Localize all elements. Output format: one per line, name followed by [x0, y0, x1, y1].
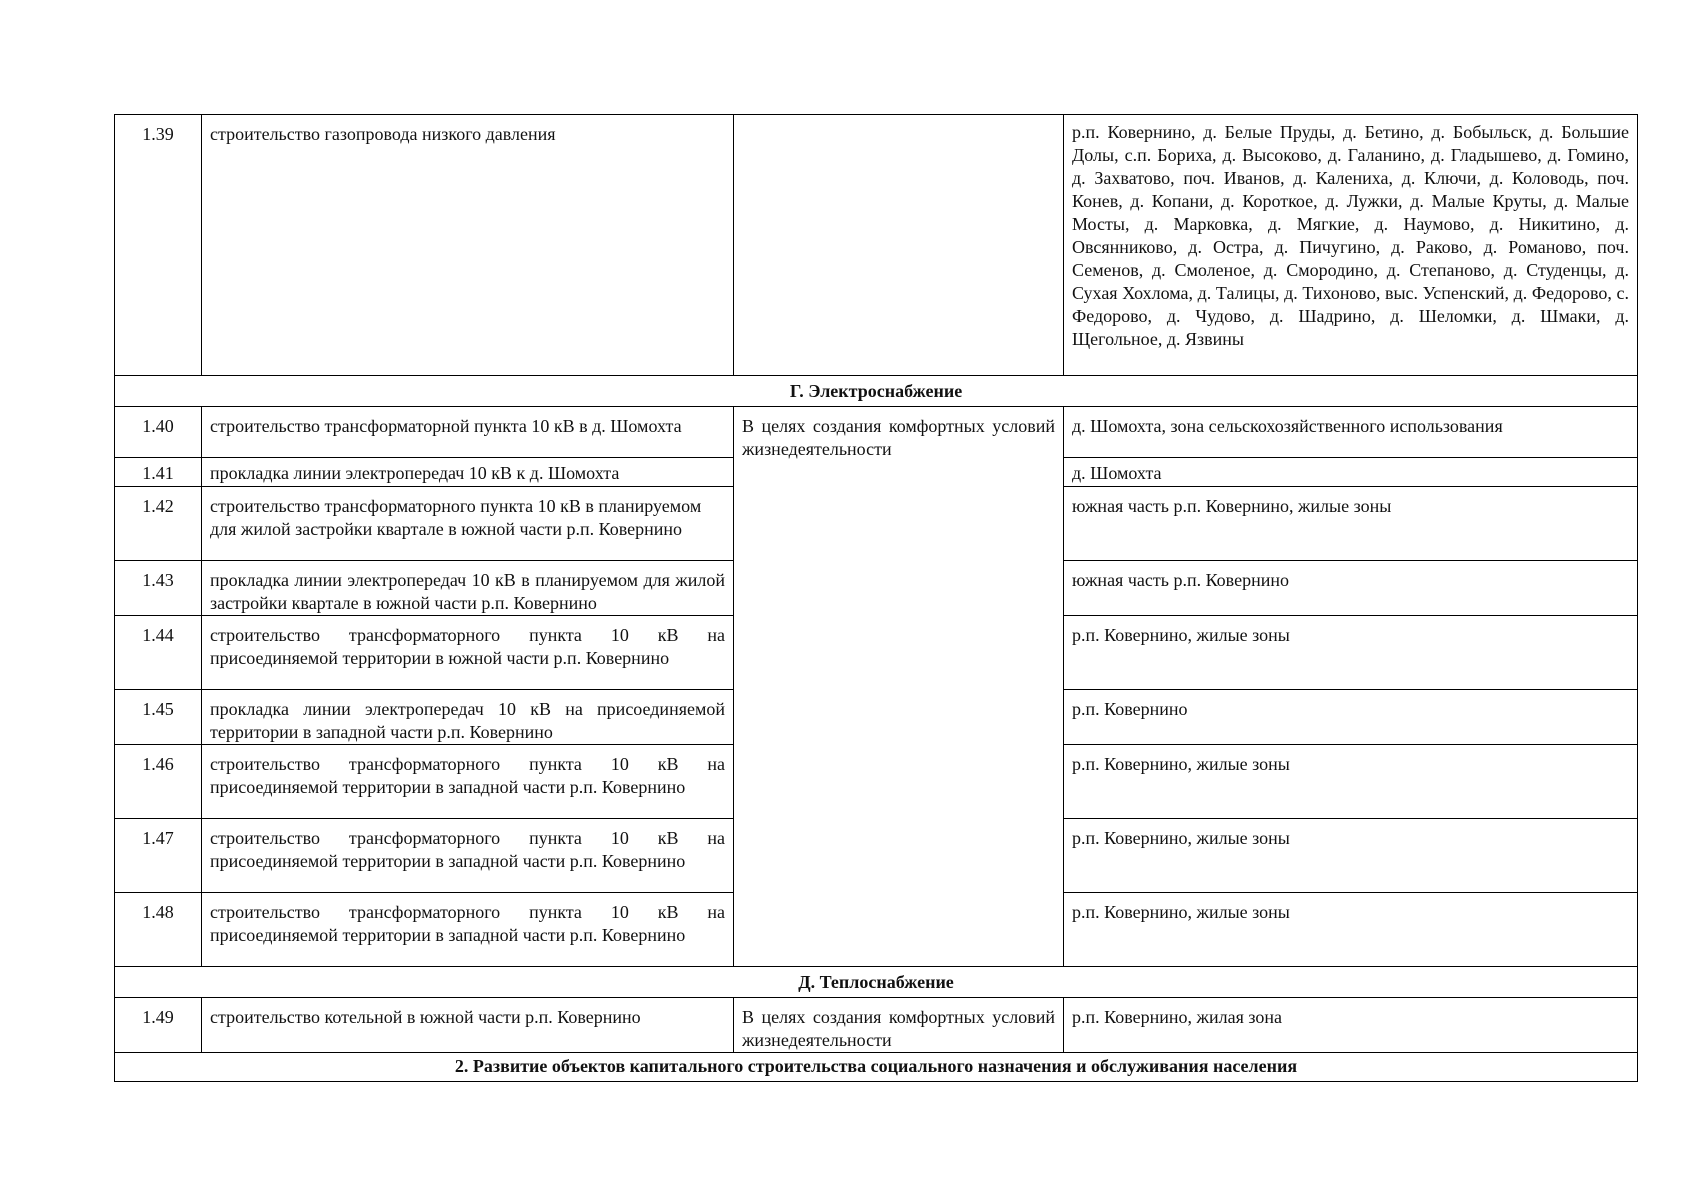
section-header-row [115, 967, 1638, 998]
row-location: р.п. Ковернино, жилые зоны [1064, 616, 1638, 690]
row-number: 1.42 [115, 487, 202, 561]
row-location: р.п. Ковернино, жилые зоны [1064, 745, 1638, 819]
row-number: 1.40 [115, 407, 202, 458]
row-location: д. Шомохта, зона сельскохозяйственного использования [1064, 407, 1638, 458]
row-purpose [734, 115, 1064, 376]
row-number: 1.43 [115, 561, 202, 616]
row-description: строительство трансформаторного пункта 10 кВ на присоединяемой территории в южной части р.п. Ковернино [202, 616, 734, 690]
row-description: строительство трансформаторной пункта 10 кВ в д. Шомохта [202, 407, 734, 458]
document-page [114, 114, 1637, 1082]
row-number: 1.39 [115, 115, 202, 376]
row-description: строительство газопровода низкого давления [202, 115, 734, 376]
row-number: 1.41 [115, 458, 202, 487]
row-description: строительство котельной в южной части р.п. Ковернино [202, 998, 734, 1053]
planning-table [114, 114, 1638, 1082]
table-row [115, 115, 1638, 376]
row-description: прокладка линии электропередач 10 кВ в планируемом для жилой застройки квартале в южной части р.п. Ковернино [202, 561, 734, 616]
row-location: р.п. Ковернино, жилая зона [1064, 998, 1638, 1053]
row-location: д. Шомохта [1064, 458, 1638, 487]
row-location: южная часть р.п. Ковернино, жилые зоны [1064, 487, 1638, 561]
row-location: р.п. Ковернино, жилые зоны [1064, 893, 1638, 967]
row-number: 1.44 [115, 616, 202, 690]
row-number: 1.49 [115, 998, 202, 1053]
row-description: прокладка линии электропередач 10 кВ на присоединяемой территории в западной части р.п. Ковернино [202, 690, 734, 745]
row-description: строительство трансформаторного пункта 10 кВ на присоединяемой территории в западной части р.п. Ковернино [202, 819, 734, 893]
section-header-heating: Д. Теплоснабжение [115, 967, 1638, 998]
row-location: р.п. Ковернино, д. Белые Пруды, д. Бетино, д. Бобыльск, д. Большие Долы, с.п. Бориха, д. Высоково, д. Галанино, д. Гладышево, д. Гомино, д. Захватово, поч. Иванов, д. Калениха, д. Ключи, д. Коловодь, поч. Конев, д. Копани, д. Короткое, д. Лужки, д. Малые Круты, д. Малые Мосты, д. Марковка, д. Мягкие, д. Наумово, д. Никитино, д. Овсянниково, д. Острa, д. Пичугино, д. Раково, д. Романово, поч. Семенов, д. Смоленое, д. Смородино, д. Степаново, д. Студенцы, д. Сухая Хохлома, д. Талицы, д. Тихоново, выс. Успенский, д. Федорово, с. Федорово, д. Чудово, д. Шадрино, д. Шеломки, д. Шмаки, д. Щегольное, д. Язвины [1064, 115, 1638, 376]
row-description: строительство трансформаторного пункта 10 кВ в планируемом для жилой застройки квартале в южной части р.п. Ковернино [202, 487, 734, 561]
row-location: р.п. Ковернино, жилые зоны [1064, 819, 1638, 893]
table-row [115, 407, 1638, 458]
section-header-row [115, 376, 1638, 407]
row-number: 1.47 [115, 819, 202, 893]
row-purpose: В целях создания комфортных условий жизнедеятельности [734, 998, 1064, 1053]
row-number: 1.45 [115, 690, 202, 745]
table-row [115, 998, 1638, 1053]
row-description: строительство трансформаторного пункта 10 кВ на присоединяемой территории в западной части р.п. Ковернино [202, 745, 734, 819]
row-number: 1.46 [115, 745, 202, 819]
row-number: 1.48 [115, 893, 202, 967]
section-header-social: 2. Развитие объектов капитального строительства социального назначения и обслуживания населения [115, 1053, 1638, 1082]
row-location: южная часть р.п. Ковернино [1064, 561, 1638, 616]
row-description: прокладка линии электропередач 10 кВ к д. Шомохта [202, 458, 734, 487]
section-header-electricity: Г. Электроснабжение [115, 376, 1638, 407]
row-location: р.п. Ковернино [1064, 690, 1638, 745]
row-purpose: В целях создания комфортных условий жизнедеятельности [734, 407, 1064, 967]
row-description: строительство трансформаторного пункта 10 кВ на присоединяемой территории в западной части р.п. Ковернино [202, 893, 734, 967]
section-header-row [115, 1053, 1638, 1082]
